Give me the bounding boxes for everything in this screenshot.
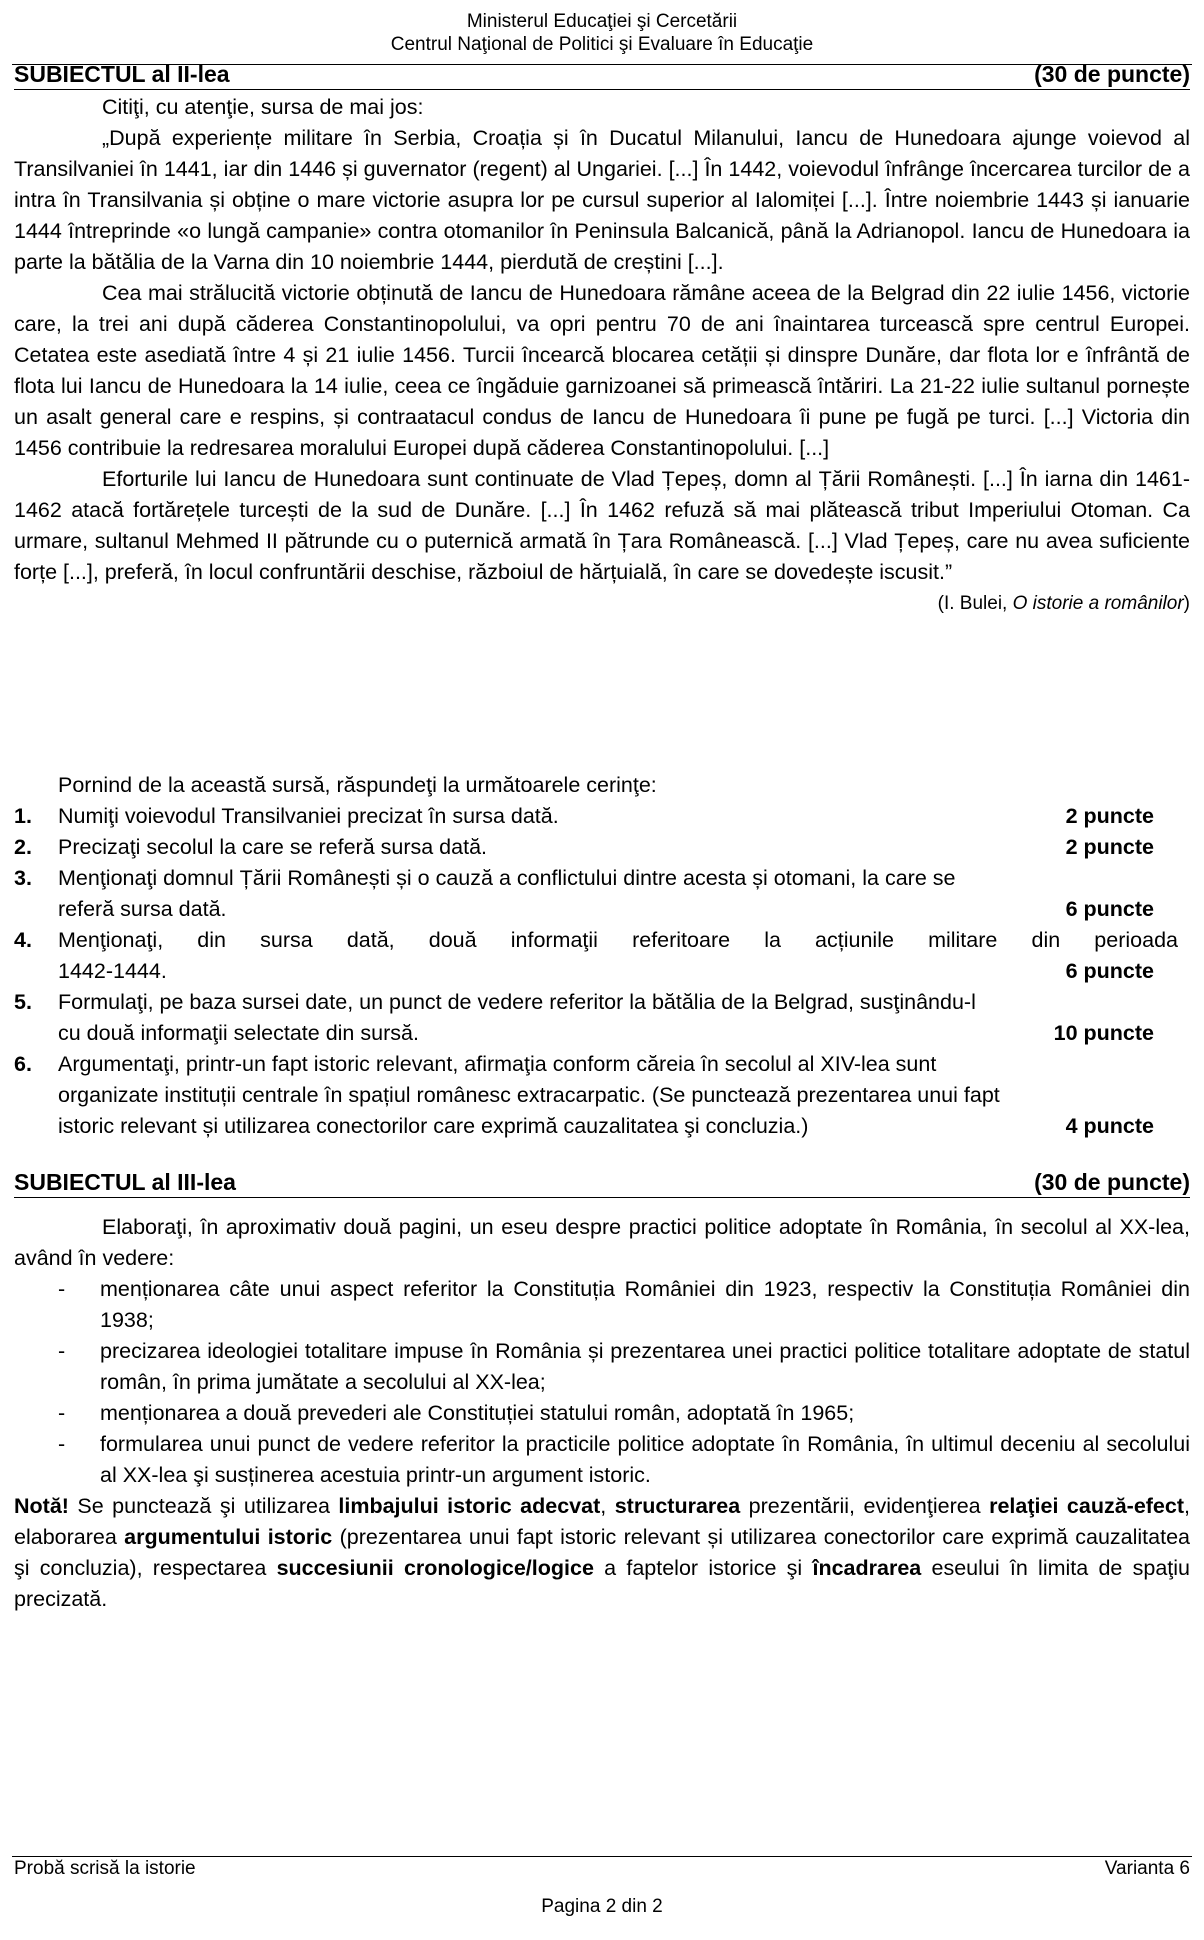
- note-text: a faptelor istorice şi: [593, 1556, 813, 1580]
- question-points: 4 puncte: [1065, 1114, 1154, 1138]
- bullet-dash: -: [58, 1339, 66, 1363]
- note-text: eseului în limita de spaţiu precizată.: [14, 1556, 1191, 1611]
- note-emphasis: relaţiei cauză-efect: [989, 1494, 1185, 1518]
- essay-intro: Elaboraţi, în aproximativ două pagini, un eseu despre practici politice adoptate în România, în secolul al XX-lea, având în vedere:: [14, 1215, 1190, 1270]
- source-book-title: O istorie a românilor: [1012, 593, 1184, 614]
- question-text-continued: 1442-1444.: [58, 959, 167, 983]
- essay-task-2: [14, 1336, 1190, 1398]
- question-points: 6 puncte: [1065, 959, 1154, 983]
- footer-exam-name: Probă scrisă la istorie: [14, 1858, 196, 1879]
- note-text: Se punctează şi utilizarea: [68, 1494, 339, 1518]
- ministry-name: Ministerul Educaţiei şi Cercetării: [466, 11, 738, 32]
- source-block: [14, 92, 1190, 619]
- note-label: Notă!: [14, 1494, 69, 1518]
- bullet-dash: -: [58, 1401, 66, 1425]
- question-text: Numiţi voievodul Transilvaniei precizat în sursa dată.: [58, 804, 559, 828]
- question-number: 3.: [14, 866, 32, 890]
- question-points: 2 puncte: [1065, 804, 1154, 828]
- question-points: 6 puncte: [1065, 897, 1154, 921]
- question-text: Menţionaţi, din sursa dată, două informaţii referitoare la acțiunile militare din perioada: [58, 928, 1178, 952]
- question-text: Precizaţi secolul la care se referă sursa dată.: [58, 835, 488, 859]
- task-text: menționarea câte unui aspect referitor la Constituția României din 1923, respectiv la Constituția României din 1938;: [100, 1277, 1190, 1332]
- question-number: 6.: [14, 1052, 32, 1076]
- note-text: (prezentarea unui fapt istoric relevant și utilizarea conectorilor care exprimă cauzalitatea şi concluzia), respectarea: [14, 1525, 1190, 1580]
- page-number: Pagina 2 din 2: [541, 1896, 663, 1917]
- note-emphasis: limbajului istoric adecvat: [338, 1494, 601, 1518]
- source-paragraph-1: „După experiențe militare în Serbia, Croația și în Ducatul Milanului, Iancu de Hunedoara ajunge voievod al Transilvaniei în 1441, iar din 1446 și guvernator (regent) al Ungariei. [...] În 1442, voievodul înfrânge încercarea turcilor de a intra în Transilvania și obține o mare victorie asupra lor pe cursul superior al Ialomiței [...]. Între noiembrie 1443 și ianuarie 1444 întreprinde «o lungă campanie» contra otomanilor în Peninsula Balcanică, până la Adrianopol. Iancu de Hunedoara ia parte la bătălia de la Varna din 10 noiembrie 1444, pierdută de creștini [...].: [14, 126, 1190, 274]
- question-number: 2.: [14, 835, 32, 859]
- question-1: [14, 801, 1190, 832]
- bullet-dash: -: [58, 1277, 66, 1301]
- note-emphasis: succesiunii cronologice/logice: [276, 1556, 594, 1580]
- note-text: prezentării, evidenţierea: [740, 1494, 990, 1518]
- section-2-title: SUBIECTUL al II-lea: [14, 61, 230, 87]
- question-number: 5.: [14, 990, 32, 1014]
- section-3-heading: [14, 1170, 1190, 1198]
- question-text: Argumentaţi, printr-un fapt istoric relevant, afirmaţia conform căreia în secolul al XIV-lea sunt: [58, 1052, 937, 1076]
- task-text: formularea unui punct de vedere referitor la practicile politice adoptate în România, în ultimul deceniu al secolului al XX-lea şi susținerea acestuia printr-un argument istoric.: [100, 1432, 1190, 1487]
- section-3-points: (30 de puncte): [1034, 1169, 1190, 1195]
- note-emphasis: argumentului istoric: [124, 1525, 333, 1549]
- questions-prompt: Pornind de la această sursă, răspundeţi la următoarele cerinţe:: [58, 773, 657, 797]
- essay-task-3: [14, 1398, 1190, 1429]
- question-text: Formulaţi, pe baza sursei date, un punct de vedere referitor la bătălia de la Belgrad, susţinându-l: [58, 990, 976, 1014]
- question-6: [14, 1049, 1190, 1142]
- note-text: , elaborarea: [14, 1494, 1190, 1549]
- question-text-continued: referă sursa dată.: [58, 897, 227, 921]
- section-3-title: SUBIECTUL al III-lea: [14, 1169, 236, 1195]
- question-5: [14, 987, 1190, 1049]
- source-paragraph-2: Cea mai strălucită victorie obținută de Iancu de Hunedoara rămâne aceea de la Belgrad din 22 iulie 1456, victorie care, la trei ani după căderea Constantinopolului, va opri pentru 70 de ani înaintarea turcească spre centrul Europei. Cetatea este asediată între 4 și 21 iulie 1456. Turcii încearcă blocarea cetății și dinspre Dunăre, dar flota lor e înfrântă de flota lui Iancu de Hunedoara la 14 iulie, ceea ce îngăduie garnizoanei să primească întăriri. La 21-22 iulie sultanul pornește un asalt general care e respins, și contraatacul condus de Iancu de Hunedoara îi pune pe fugă pe turci. [...] Victoria din 1456 contribuie la redresarea moralului Europei după căderea Constantinopolului. [...]: [14, 281, 1190, 460]
- section-2-points: (30 de puncte): [1034, 61, 1190, 87]
- center-name: Centrul Naţional de Politici şi Evaluare în Educaţie: [390, 34, 814, 55]
- note-emphasis: structurarea: [614, 1494, 741, 1518]
- note-text: ,: [600, 1494, 615, 1518]
- section-2-heading: [14, 62, 1190, 90]
- source-intro: Citiţi, cu atenţie, sursa de mai jos:: [102, 95, 424, 119]
- question-text-continued: cu două informaţii selectate din sursă.: [58, 1021, 419, 1045]
- task-text: precizarea ideologiei totalitare impuse în România și prezentarea unei practici politice totalitare adoptate de statul român, în prima jumătate a secolului al XX-lea;: [100, 1339, 1190, 1394]
- section-2-underline: [14, 89, 1190, 90]
- questions-block: [14, 770, 1190, 1142]
- note-emphasis: încadrarea: [812, 1556, 922, 1580]
- essay-task-4: [14, 1429, 1190, 1491]
- source-citation: [14, 588, 1190, 619]
- source-author: (I. Bulei,: [937, 593, 1013, 614]
- essay-task-1: [14, 1274, 1190, 1336]
- question-points: 10 puncte: [1053, 1021, 1154, 1045]
- question-3: [14, 863, 1190, 925]
- source-citation-end: ): [1183, 593, 1190, 614]
- question-text-continued: organizate instituții centrale în spațiul românesc extracarpatic. (Se punctează prezentarea unui fapt: [58, 1083, 1000, 1107]
- question-text: Menţionaţi domnul Țării Românești și o cauză a conflictului dintre acesta și otomani, la care se: [58, 866, 956, 890]
- question-number: 1.: [14, 804, 32, 828]
- question-points: 2 puncte: [1065, 835, 1154, 859]
- bullet-dash: -: [58, 1432, 66, 1456]
- essay-block: [14, 1212, 1190, 1615]
- section-3-underline: [14, 1197, 1190, 1198]
- question-4: [14, 925, 1190, 987]
- question-2: [14, 832, 1190, 863]
- question-number: 4.: [14, 928, 32, 952]
- footer-divider: [12, 1856, 1192, 1857]
- task-text: menționarea a două prevederi ale Constituției statului român, adoptată în 1965;: [100, 1401, 855, 1425]
- footer-variant: Varianta 6: [1104, 1858, 1190, 1879]
- essay-note: [14, 1491, 1190, 1615]
- source-paragraph-3: Eforturile lui Iancu de Hunedoara sunt continuate de Vlad Țepeș, domn al Țării Românești. [...] În iarna din 1461-1462 atacă fortărețele turcești de la sud de Dunăre. [...] În 1462 refuză să mai plătească tribut Imperiului Otoman. Ca urmare, sultanul Mehmed II pătrunde cu o puternică armată în Țara Românească. [...] Vlad Țepeș, care nu avea suficiente forțe [...], preferă, în locul confruntării deschise, războiul de hărțuială, în care se dovedește iscusit.”: [14, 467, 1190, 584]
- question-text-continued: istoric relevant și utilizarea conectorilor care exprimă cauzalitatea şi concluzia.): [58, 1114, 809, 1138]
- page-header: [0, 10, 1204, 56]
